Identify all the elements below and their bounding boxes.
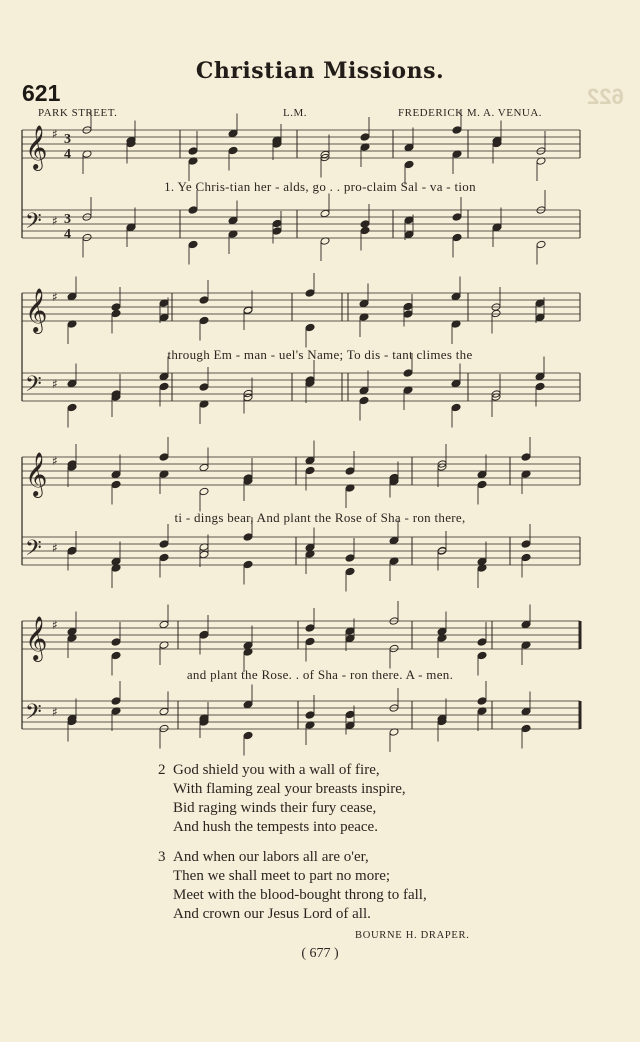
treble-clef-icon: 𝄞: [25, 125, 48, 169]
note-head: [535, 372, 545, 381]
note-head: [477, 651, 487, 660]
bass-clef-icon: 𝄢: [25, 536, 42, 566]
note-head: [159, 553, 169, 562]
note-head: [188, 206, 198, 215]
time-signature: 3: [64, 132, 71, 147]
note-head: [521, 553, 531, 562]
note-head: [360, 133, 370, 142]
note-head: [305, 456, 315, 465]
note-head: [404, 230, 414, 239]
note-head: [535, 382, 545, 391]
lyric-line-3: ti - dings bear, And plant the Rose of Sha - ron there,: [174, 510, 466, 525]
bass-clef-icon: 𝄢: [25, 700, 42, 730]
note-head: [199, 487, 209, 496]
treble-clef-icon: 𝄞: [25, 452, 48, 496]
note-head: [159, 372, 169, 381]
note-head: [404, 160, 414, 169]
note-head: [111, 309, 121, 318]
note-head: [199, 296, 209, 305]
note-head: [67, 546, 77, 555]
verses: [158, 761, 427, 935]
note-head: [82, 233, 92, 242]
note-head: [111, 480, 121, 489]
note-head: [451, 292, 461, 301]
note-head: [243, 560, 253, 569]
note-head: [477, 697, 487, 706]
note-head: [451, 379, 461, 388]
note-head: [477, 480, 487, 489]
tune-name: PARK STREET.: [38, 107, 118, 119]
note-head: [477, 470, 487, 479]
note-head: [403, 310, 413, 319]
bass-clef-icon: 𝄢: [25, 209, 42, 239]
note-head: [389, 644, 399, 653]
verse-line: God shield you with a wall of fire,: [173, 762, 380, 778]
note-head: [521, 724, 531, 733]
note-head: [228, 146, 238, 155]
verse-line: With flaming zeal your breasts inspire,: [173, 781, 406, 797]
verse-line: And crown our Jesus Lord of all.: [173, 906, 371, 922]
note-head: [305, 624, 315, 633]
sharp-icon: ♯: [52, 705, 58, 719]
note-head: [243, 389, 253, 398]
bleed-through-number: 622: [587, 84, 624, 109]
note-head: [452, 126, 462, 135]
lyric-line-4: and plant the Rose. . of Sha - ron there. A - men.: [186, 667, 454, 682]
sharp-icon: ♯: [52, 618, 58, 632]
section-title: Christian Missions.: [195, 58, 445, 84]
lyric-line-1: 1. Ye Chris-tian her - alds, go . . pro-claim Sal - va - tion: [164, 179, 476, 194]
note-head: [359, 386, 369, 395]
note-head: [305, 323, 315, 332]
stanza-2: [158, 761, 427, 837]
note-head: [305, 289, 315, 298]
note-head: [345, 467, 355, 476]
sharp-icon: ♯: [52, 214, 58, 228]
sharp-icon: ♯: [52, 127, 58, 141]
note-head: [452, 213, 462, 222]
note-head: [159, 724, 169, 733]
note-head: [243, 533, 253, 542]
note-head: [320, 209, 330, 218]
note-head: [67, 379, 77, 388]
note-head: [228, 129, 238, 138]
note-head: [159, 453, 169, 462]
note-head: [359, 299, 369, 308]
stanza-number: 3: [158, 849, 166, 865]
verse-line: Bid raging winds their fury cease,: [173, 800, 377, 816]
note-head: [111, 638, 121, 647]
note-head: [345, 634, 355, 643]
time-signature: 4: [64, 147, 71, 162]
treble-clef-icon: 𝄞: [25, 616, 48, 660]
note-head: [521, 540, 531, 549]
note-head: [360, 226, 370, 235]
note-head: [389, 536, 399, 545]
note-head: [159, 707, 169, 716]
sharp-icon: ♯: [52, 541, 58, 555]
note-head: [452, 233, 462, 242]
note-head: [521, 707, 531, 716]
note-head: [199, 383, 209, 392]
time-signature: 4: [64, 227, 71, 242]
note-head: [199, 316, 209, 325]
note-head: [272, 219, 282, 228]
note-head: [111, 651, 121, 660]
verse-line: Meet with the blood-bought throng to fall,: [173, 887, 427, 903]
author: BOURNE H. DRAPER.: [355, 930, 470, 941]
note-head: [199, 463, 209, 472]
note-head: [305, 711, 315, 720]
note-head: [359, 396, 369, 405]
note-head: [403, 369, 413, 378]
sharp-icon: ♯: [52, 377, 58, 391]
sharp-icon: ♯: [52, 290, 58, 304]
note-head: [404, 143, 414, 152]
verse-line: And hush the tempests into peace.: [173, 819, 378, 835]
note-head: [345, 710, 355, 719]
note-head: [111, 697, 121, 706]
note-head: [67, 292, 77, 301]
note-head: [199, 630, 209, 639]
note-head: [451, 403, 461, 412]
note-head: [305, 637, 315, 646]
note-head: [477, 638, 487, 647]
note-head: [111, 470, 121, 479]
note-head: [535, 313, 545, 322]
note-head: [345, 567, 355, 576]
note-head: [243, 731, 253, 740]
composer: FREDERICK M. A. VENUA.: [398, 107, 543, 119]
note-head: [159, 313, 169, 322]
meter: L.M.: [283, 107, 307, 119]
bass-clef-icon: 𝄢: [25, 372, 42, 402]
note-head: [188, 147, 198, 156]
note-head: [521, 453, 531, 462]
note-head: [188, 240, 198, 249]
note-head: [228, 216, 238, 225]
note-head: [305, 466, 315, 475]
verse-line: Then we shall meet to part no more;: [173, 868, 391, 884]
stanza-3: [158, 848, 427, 924]
note-head: [243, 700, 253, 709]
note-head: [345, 554, 355, 563]
note-head: [521, 620, 531, 629]
sharp-icon: ♯: [52, 454, 58, 468]
note-head: [159, 540, 169, 549]
note-head: [491, 309, 501, 318]
note-head: [403, 302, 413, 311]
note-head: [67, 403, 77, 412]
treble-clef-icon: 𝄞: [25, 288, 48, 332]
page-number: ( 677 ): [301, 946, 339, 961]
note-head: [345, 721, 355, 730]
note-head: [199, 550, 209, 559]
time-signature: 3: [64, 212, 71, 227]
stanza-number: 2: [158, 762, 166, 778]
verse-line: And when our labors all are o'er,: [173, 849, 369, 865]
note-head: [536, 240, 546, 249]
note-head: [272, 227, 282, 236]
hymn-number: 621: [22, 80, 61, 106]
note-head: [159, 382, 169, 391]
lyric-line-2: through Em - man - uel's Name; To dis - tant climes the: [167, 347, 473, 362]
note-head: [159, 620, 169, 629]
